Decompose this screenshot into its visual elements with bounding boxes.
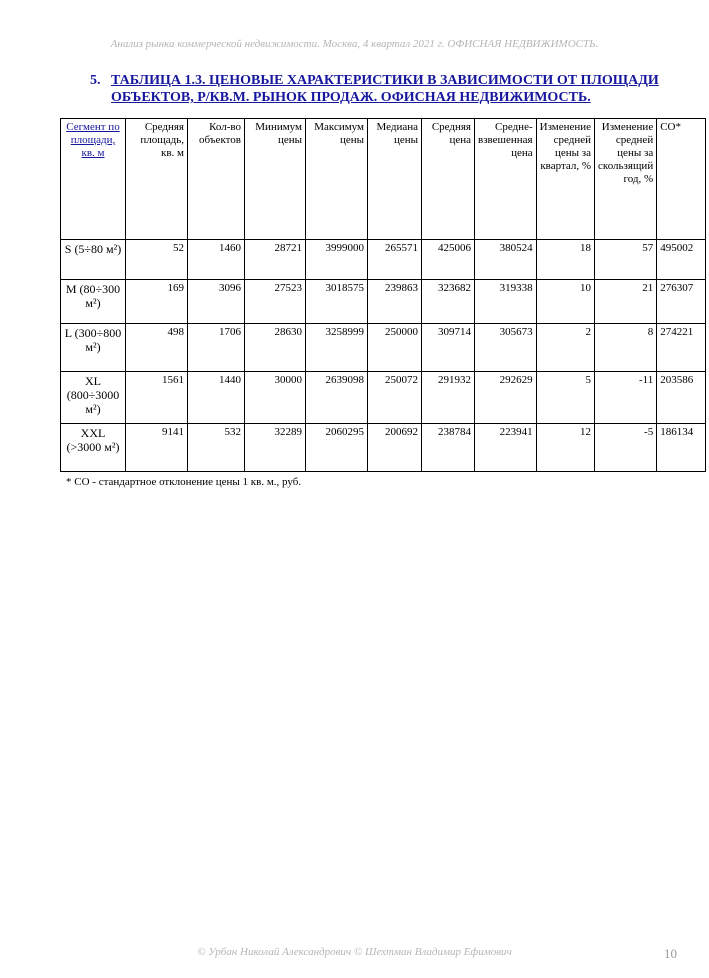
footnote: * СО - стандартное отклонение цены 1 кв. м., руб. bbox=[66, 476, 302, 488]
cell-segment: XL (800÷3000 м²) bbox=[61, 372, 126, 424]
cell-avg-price: 238784 bbox=[422, 424, 475, 472]
header-median-price: Медиана цены bbox=[368, 119, 422, 240]
cell-median-price: 250072 bbox=[368, 372, 422, 424]
header-min-price: Минимум цены bbox=[245, 119, 306, 240]
cell-avg-price: 291932 bbox=[422, 372, 475, 424]
cell-avg-price: 425006 bbox=[422, 240, 475, 280]
page-number: 10 bbox=[664, 946, 677, 961]
cell-min-price: 32289 bbox=[245, 424, 306, 472]
header-weighted-price: Средне-взвешенная цена bbox=[475, 119, 537, 240]
cell-median-price: 265571 bbox=[368, 240, 422, 280]
cell-segment: XXL (>3000 м²) bbox=[61, 424, 126, 472]
price-table bbox=[60, 118, 706, 472]
cell-year-change: 8 bbox=[595, 324, 657, 372]
table-body bbox=[61, 240, 706, 472]
page-footer: © Урбан Николай Александрович © Шехтман Владимир Ефимович bbox=[197, 946, 512, 958]
heading-number: 5. bbox=[90, 73, 101, 88]
cell-max-price: 2639098 bbox=[306, 372, 368, 424]
cell-quarter-change: 2 bbox=[536, 324, 594, 372]
cell-max-price: 3258999 bbox=[306, 324, 368, 372]
table-row bbox=[61, 280, 706, 324]
cell-segment: S (5÷80 м²) bbox=[61, 240, 126, 280]
cell-median-price: 239863 bbox=[368, 280, 422, 324]
cell-quarter-change: 5 bbox=[536, 372, 594, 424]
cell-year-change: -5 bbox=[595, 424, 657, 472]
cell-std-dev: 276307 bbox=[657, 280, 706, 324]
header-segment[interactable]: Сегмент по площади, кв. м bbox=[61, 119, 126, 240]
cell-min-price: 30000 bbox=[245, 372, 306, 424]
cell-avg-area: 1561 bbox=[126, 372, 188, 424]
header-quarter-change: Изменение средней цены за квартал, % bbox=[536, 119, 594, 240]
cell-avg-area: 498 bbox=[126, 324, 188, 372]
cell-avg-price: 323682 bbox=[422, 280, 475, 324]
cell-median-price: 250000 bbox=[368, 324, 422, 372]
cell-quarter-change: 10 bbox=[536, 280, 594, 324]
cell-min-price: 28721 bbox=[245, 240, 306, 280]
header-count: Кол-во объектов bbox=[188, 119, 245, 240]
cell-max-price: 3999000 bbox=[306, 240, 368, 280]
cell-std-dev: 203586 bbox=[657, 372, 706, 424]
cell-year-change: 21 bbox=[595, 280, 657, 324]
header-avg-price: Средняя цена bbox=[422, 119, 475, 240]
cell-weighted-price: 292629 bbox=[475, 372, 537, 424]
cell-max-price: 2060295 bbox=[306, 424, 368, 472]
cell-max-price: 3018575 bbox=[306, 280, 368, 324]
cell-count: 1706 bbox=[188, 324, 245, 372]
header-year-change: Изменение средней цены за скользящий год, % bbox=[595, 119, 657, 240]
table-row bbox=[61, 424, 706, 472]
cell-year-change: -11 bbox=[595, 372, 657, 424]
cell-median-price: 200692 bbox=[368, 424, 422, 472]
header-max-price: Максимум цены bbox=[306, 119, 368, 240]
cell-weighted-price: 380524 bbox=[475, 240, 537, 280]
cell-quarter-change: 12 bbox=[536, 424, 594, 472]
cell-min-price: 28630 bbox=[245, 324, 306, 372]
heading-text: ТАБЛИЦА 1.3. ЦЕНОВЫЕ ХАРАКТЕРИСТИКИ В ЗАВИСИМОСТИ ОТ ПЛОЩАДИ ОБЪЕКТОВ, Р/КВ.М. РЫНОК ПРОДАЖ. ОФИСНАЯ НЕДВИЖИМОСТЬ. bbox=[111, 73, 659, 105]
cell-count: 1460 bbox=[188, 240, 245, 280]
cell-weighted-price: 319338 bbox=[475, 280, 537, 324]
cell-segment: M (80÷300 м²) bbox=[61, 280, 126, 324]
cell-count: 532 bbox=[188, 424, 245, 472]
running-header: Анализ рынка коммерческой недвижимости. Москва, 4 квартал 2021 г. ОФИСНАЯ НЕДВИЖИМОСТЬ. bbox=[110, 38, 599, 50]
cell-std-dev: 495002 bbox=[657, 240, 706, 280]
table-row bbox=[61, 240, 706, 280]
cell-avg-price: 309714 bbox=[422, 324, 475, 372]
cell-quarter-change: 18 bbox=[536, 240, 594, 280]
table-header-row bbox=[61, 119, 706, 240]
cell-avg-area: 9141 bbox=[126, 424, 188, 472]
cell-count: 3096 bbox=[188, 280, 245, 324]
table-row bbox=[61, 324, 706, 372]
cell-segment: L (300÷800 м²) bbox=[61, 324, 126, 372]
cell-weighted-price: 223941 bbox=[475, 424, 537, 472]
cell-min-price: 27523 bbox=[245, 280, 306, 324]
cell-std-dev: 186134 bbox=[657, 424, 706, 472]
header-std-dev: СО* bbox=[657, 119, 706, 240]
cell-std-dev: 274221 bbox=[657, 324, 706, 372]
cell-weighted-price: 305673 bbox=[475, 324, 537, 372]
header-avg-area: Средняя площадь, кв. м bbox=[126, 119, 188, 240]
cell-count: 1440 bbox=[188, 372, 245, 424]
table-row bbox=[61, 372, 706, 424]
cell-year-change: 57 bbox=[595, 240, 657, 280]
cell-avg-area: 169 bbox=[126, 280, 188, 324]
cell-avg-area: 52 bbox=[126, 240, 188, 280]
